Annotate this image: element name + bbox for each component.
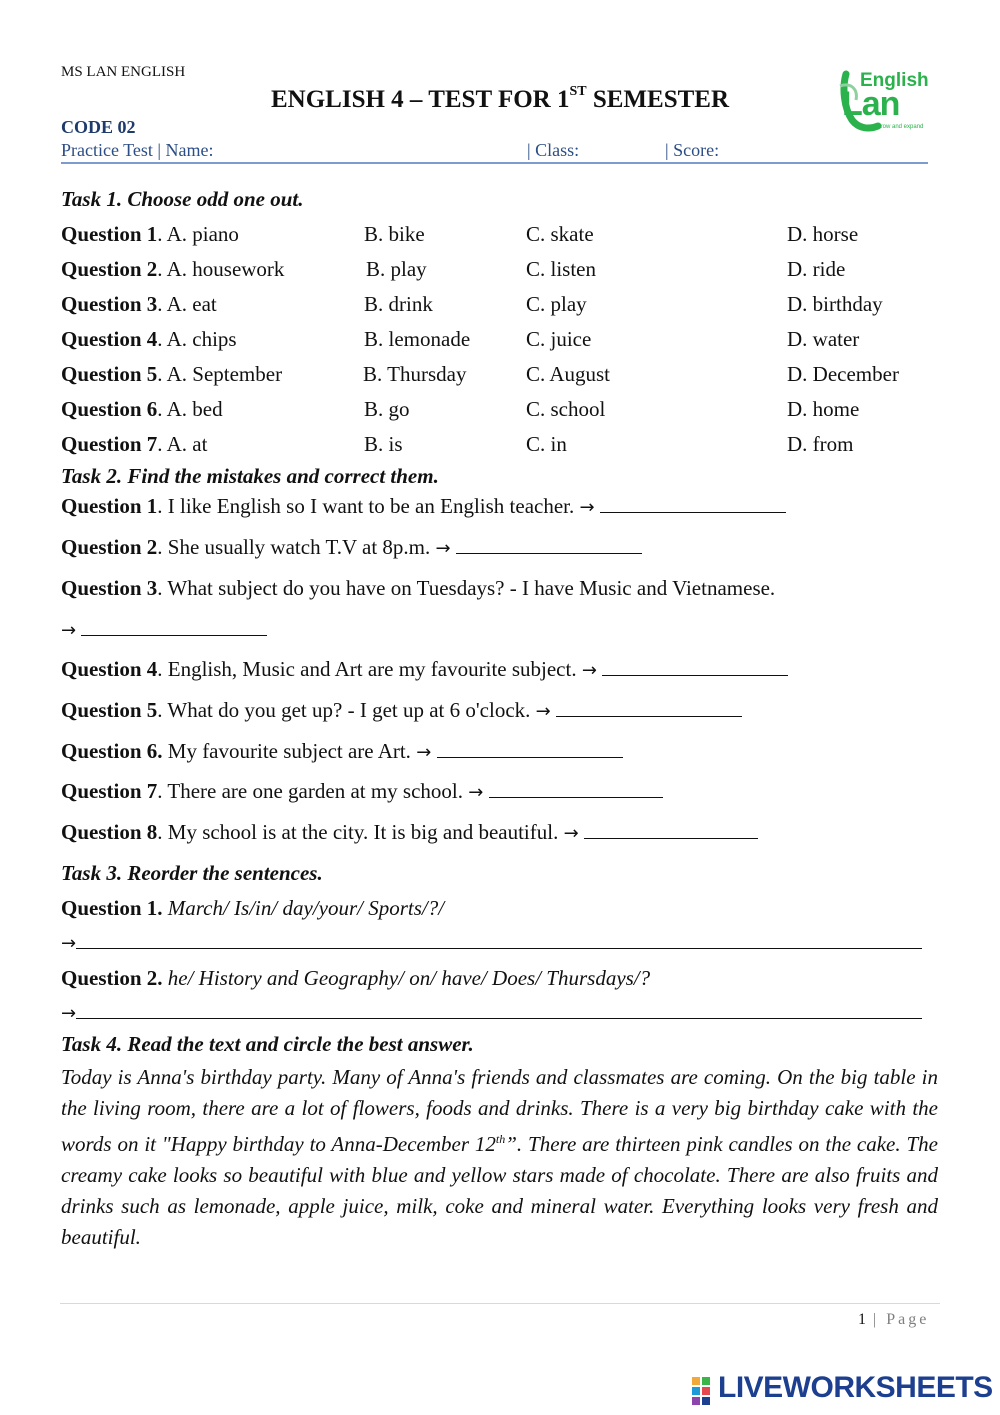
option-d[interactable]: D. water	[787, 327, 860, 351]
title-main: ENGLISH 4 – TEST FOR 1	[270, 86, 570, 113]
option-b[interactable]: B. bike	[364, 222, 425, 246]
english-lan-logo	[838, 68, 930, 134]
option-b[interactable]: B. play	[366, 257, 427, 281]
arrow-icon: →	[563, 823, 579, 844]
task1-question-2	[61, 257, 284, 282]
page-label: | Page	[866, 1311, 930, 1328]
option-d[interactable]: D. birthday	[787, 292, 883, 316]
task4-title: Task 4. Read the text and circle the best answer.	[61, 1032, 474, 1056]
name-label: Practice Test | Name:	[61, 140, 214, 160]
question-label: Question 2.	[61, 966, 163, 990]
task3-question-2	[61, 966, 650, 991]
task3-question-1-answer	[61, 930, 922, 955]
option-a[interactable]: . A. piano	[157, 222, 239, 246]
question-label: Question 4	[61, 657, 158, 681]
option-c[interactable]: C. juice	[526, 327, 592, 351]
question-text: . What do you get up? - I get up at 6 o'clock.	[157, 698, 531, 722]
task1-title: Task 1. Choose odd one out.	[61, 187, 304, 211]
logo-tagline: Grow and expand	[876, 124, 924, 130]
option-c[interactable]: C. August	[526, 362, 611, 386]
answer-blank[interactable]	[81, 617, 267, 636]
task1-question-3	[61, 292, 217, 317]
option-b[interactable]: B. Thursday	[363, 362, 467, 386]
question-label: Question 2	[61, 257, 158, 281]
page-number-value: 1	[858, 1311, 866, 1328]
question-label: Question 6.	[61, 739, 163, 763]
option-d[interactable]: D. horse	[787, 222, 859, 246]
arrow-icon: →	[435, 538, 451, 559]
footer-divider	[60, 1303, 940, 1304]
answer-blank[interactable]	[456, 535, 642, 554]
liveworksheets-logo-icon	[690, 1373, 714, 1407]
question-label: Question 6	[61, 397, 158, 421]
arrow-icon: →	[61, 620, 77, 641]
option-b[interactable]: B. is	[364, 432, 403, 456]
arrow-icon: →	[61, 1003, 77, 1024]
question-label: Question 7	[61, 779, 158, 803]
passage-superscript: th	[495, 1132, 506, 1146]
option-c[interactable]: C. in	[526, 432, 567, 456]
question-label: Question 4	[61, 327, 158, 351]
title-end: SEMESTER	[586, 86, 730, 113]
passage-text-2: ”. There are thirteen pink candles on the cake. The creamy cake looks so beautiful with blue and yellow stars made of chocolate. There are also fruits and drinks such as lemonade, apple juice, milk, coke and mineral water. Everything looks very fresh and beautiful.	[61, 1132, 938, 1249]
task2-title: Task 2. Find the mistakes and correct them.	[61, 464, 439, 488]
question-text: My favourite subject are Art.	[162, 739, 411, 763]
logo-english-text: English	[860, 70, 929, 91]
title-superscript: ST	[569, 84, 587, 99]
test-code: CODE 02	[61, 117, 136, 137]
liveworksheets-brand	[690, 1371, 993, 1407]
class-label: | Class:	[527, 140, 580, 160]
arrow-icon: →	[579, 497, 595, 518]
question-text: . I like English so I want to be an English teacher.	[157, 494, 575, 518]
option-a[interactable]: . A. housework	[157, 257, 285, 281]
option-a[interactable]: . A. at	[157, 432, 208, 456]
logo-lan-text: Lan	[842, 85, 900, 123]
task1-question-4	[61, 327, 237, 352]
option-d[interactable]: D. from	[787, 432, 854, 456]
task2-question-8	[61, 820, 758, 845]
question-label: Question 3	[61, 292, 158, 316]
task2-question-4	[61, 657, 788, 682]
task3-question-2-answer	[61, 1000, 922, 1025]
school-name: MS LAN ENGLISH	[61, 64, 186, 80]
option-a[interactable]: . A. eat	[157, 292, 217, 316]
liveworksheets-text: LIVEWORKSHEETS	[718, 1371, 993, 1404]
task2-question-3	[61, 576, 775, 601]
question-label: Question 1	[61, 494, 158, 518]
task1-question-1	[61, 222, 239, 247]
arrow-icon: →	[535, 701, 551, 722]
answer-blank[interactable]	[437, 739, 623, 758]
reading-passage	[61, 1062, 938, 1253]
question-text: he/ History and Geography/ on/ have/ Does/ Thursdays/?	[167, 966, 651, 990]
task2-question-1	[61, 494, 786, 519]
option-a[interactable]: . A. chips	[157, 327, 237, 351]
arrow-icon: →	[61, 933, 77, 954]
question-text: . English, Music and Art are my favourite subject.	[157, 657, 577, 681]
task2-question-2	[61, 535, 642, 560]
option-c[interactable]: C. school	[526, 397, 606, 421]
task3-question-1	[61, 896, 444, 921]
option-b[interactable]: B. lemonade	[364, 327, 471, 351]
score-label: | Score:	[665, 140, 720, 160]
question-label: Question 8	[61, 820, 158, 844]
option-d[interactable]: D. home	[787, 397, 860, 421]
task2-question-3-answer	[61, 617, 267, 642]
answer-blank[interactable]	[489, 779, 663, 798]
question-label: Question 2	[61, 535, 158, 559]
option-d[interactable]: D. December	[787, 362, 899, 386]
question-label: Question 5	[61, 698, 158, 722]
answer-blank[interactable]	[584, 820, 758, 839]
task2-question-5	[61, 698, 742, 723]
answer-blank[interactable]	[602, 657, 788, 676]
option-c[interactable]: C. skate	[526, 222, 594, 246]
question-text: . There are one garden at my school.	[157, 779, 464, 803]
task3-title: Task 3. Reorder the sentences.	[61, 861, 323, 885]
task2-question-7	[61, 779, 663, 804]
question-label: Question 7	[61, 432, 158, 456]
question-label: Question 1.	[61, 896, 163, 920]
question-label: Question 3	[61, 576, 158, 600]
question-label: Question 5	[61, 362, 158, 386]
question-text: March/ Is/in/ day/your/ Sports/?/	[167, 896, 445, 920]
student-info-line	[61, 140, 928, 164]
passage-text-1: Today is Anna's birthday party. Many of Anna's friends and classmates are coming. On the big table in the living room, there are a lot of flowers, foods and drinks. There is a very big birthday cake with the words on it "Happy birthday to Anna-December 12	[61, 1065, 938, 1156]
option-a[interactable]: . A. bed	[157, 397, 223, 421]
answer-blank[interactable]	[556, 698, 742, 717]
option-b[interactable]: B. go	[364, 397, 410, 421]
question-text: . My school is at the city. It is big and beautiful.	[157, 820, 559, 844]
arrow-icon: →	[581, 660, 597, 681]
answer-blank[interactable]	[76, 1000, 922, 1019]
task1-question-5	[61, 362, 282, 387]
answer-blank[interactable]	[76, 930, 922, 949]
question-text: . What subject do you have on Tuesdays? - I have Music and Vietnamese.	[157, 576, 776, 600]
option-d[interactable]: D. ride	[787, 257, 846, 281]
option-a[interactable]: . A. September	[157, 362, 283, 386]
option-b[interactable]: B. drink	[364, 292, 433, 316]
task1-question-6	[61, 397, 223, 422]
task1-question-7	[61, 432, 207, 457]
option-c[interactable]: C. listen	[526, 257, 597, 281]
option-c[interactable]: C. play	[526, 292, 587, 316]
answer-blank[interactable]	[600, 494, 786, 513]
arrow-icon: →	[468, 782, 484, 803]
question-label: Question 1	[61, 222, 158, 246]
arrow-icon: →	[416, 742, 432, 763]
question-text: . She usually watch T.V at 8p.m.	[157, 535, 431, 559]
page-number	[858, 1311, 929, 1329]
task2-question-6	[61, 739, 623, 764]
